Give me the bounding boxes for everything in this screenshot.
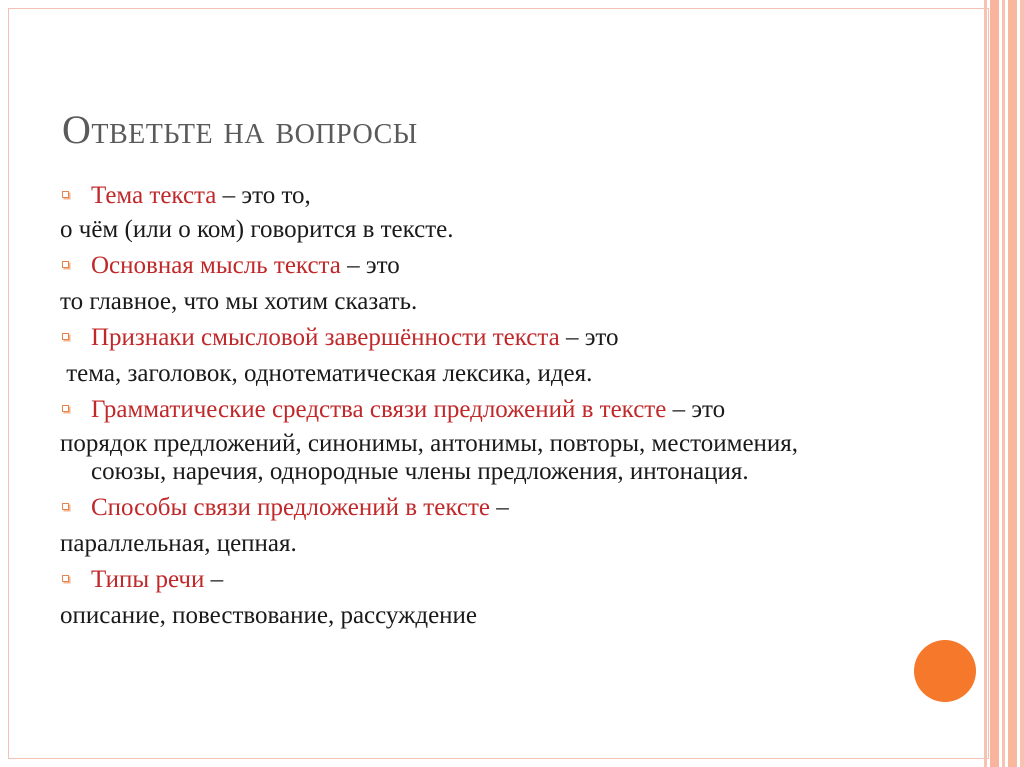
term-suffix: – это xyxy=(559,324,619,351)
answer-4: порядок предложений, синонимы, антонимы, повторы, местоимения, союзы, наречия, однородные члены предложения, интонация. xyxy=(60,430,799,485)
term-suffix: – это то, xyxy=(216,182,311,209)
answer-1: о чём (или о ком) говорится в тексте. xyxy=(60,216,454,243)
square-bullet-icon xyxy=(62,261,69,268)
decorative-circle xyxy=(914,640,976,702)
term-suffix: – это xyxy=(340,252,400,279)
slide-title: Ответьте на вопросы xyxy=(62,107,418,152)
question-item-3 xyxy=(60,324,880,352)
term-suffix: – это xyxy=(666,396,726,423)
stripe xyxy=(1008,0,1017,767)
decorative-stripes xyxy=(984,0,1024,767)
question-item-2 xyxy=(60,252,880,280)
term: Способы связи предложений в тексте xyxy=(91,494,490,521)
square-bullet-icon xyxy=(62,503,69,510)
stripe xyxy=(984,0,987,767)
question-item-4 xyxy=(60,396,881,424)
stripe xyxy=(1002,0,1005,767)
square-bullet-icon xyxy=(62,575,69,582)
answer-6: описание, повествование, рассуждение xyxy=(60,602,478,629)
question-item-5 xyxy=(60,494,880,522)
term-suffix: – xyxy=(204,566,224,593)
term: Основная мысль текста xyxy=(91,252,341,279)
stripe xyxy=(1020,0,1024,767)
stripe xyxy=(990,0,999,767)
square-bullet-icon xyxy=(62,191,69,198)
answer-3: тема, заголовок, однотематическая лексика, идея. xyxy=(60,360,593,387)
term: Грамматические средства связи предложений в тексте xyxy=(91,396,667,423)
term-suffix: – xyxy=(489,494,509,521)
slide-content xyxy=(60,182,880,630)
term: Тема текста xyxy=(91,182,217,209)
square-bullet-icon xyxy=(62,333,69,340)
term: Признаки смысловой завершённости текста xyxy=(91,324,560,351)
answer-5: параллельная, цепная. xyxy=(60,530,297,557)
question-item-1 xyxy=(60,182,880,210)
term: Типы речи xyxy=(91,566,205,593)
square-bullet-icon xyxy=(62,405,69,412)
answer-2: то главное, что мы хотим сказать. xyxy=(60,288,418,315)
question-item-6 xyxy=(60,566,880,594)
